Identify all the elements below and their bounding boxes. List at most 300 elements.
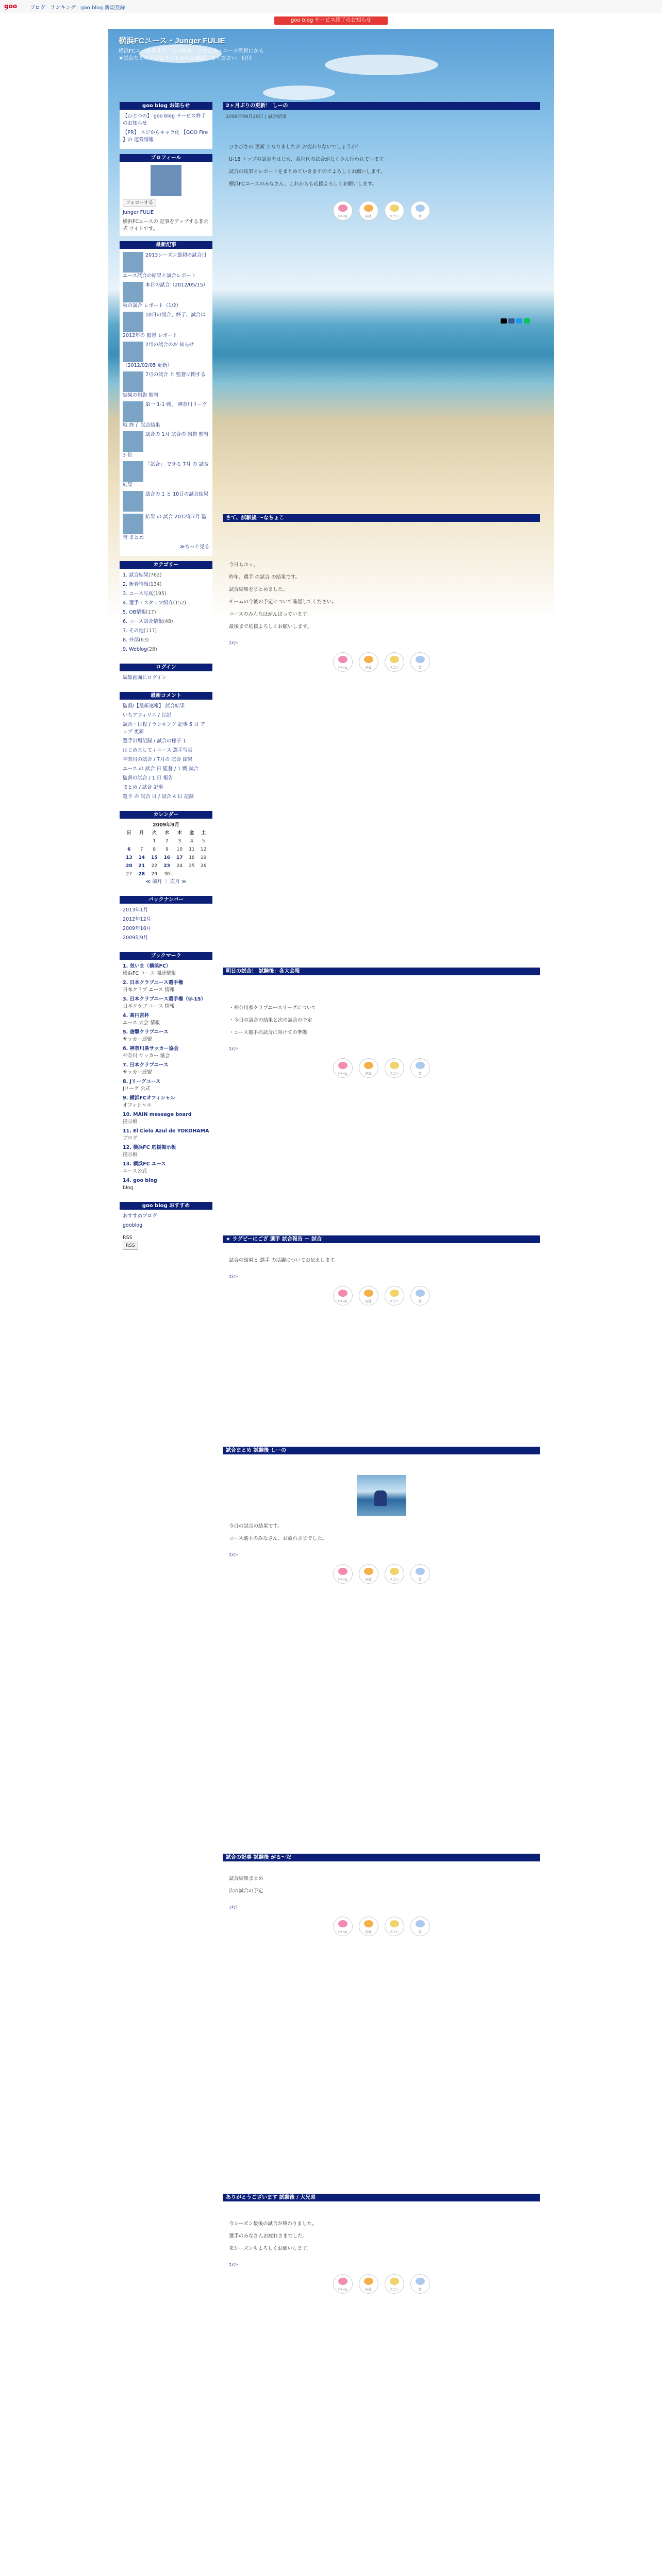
- post-paragraph: ・ユース選手の試合に向けての準備: [229, 1030, 307, 1036]
- recent-post-item[interactable]: [123, 491, 209, 512]
- post-title[interactable]: 明日の試合！ 試験後：各大会報: [223, 968, 540, 975]
- recent-posts-header: 最新記事: [120, 241, 212, 249]
- login-header: ログイン: [120, 664, 212, 671]
- reaction-label: 応援: [365, 1300, 372, 1303]
- calendar-day: 26: [200, 863, 207, 869]
- calendar-day: 10: [176, 847, 183, 852]
- calendar-day[interactable]: 20: [125, 863, 133, 869]
- calendar-day: 22: [151, 863, 158, 869]
- reaction-button[interactable]: [385, 652, 404, 672]
- category-name[interactable]: 7. その他: [123, 628, 144, 634]
- post-body: [223, 558, 540, 638]
- archive-item[interactable]: 2009年9月: [123, 935, 148, 941]
- category-name[interactable]: 4. 選手・スタッフ紹介: [123, 600, 173, 606]
- bookmark-title[interactable]: 2. 日本クラブユース選手権: [123, 980, 184, 986]
- category-item[interactable]: [123, 600, 209, 607]
- calendar-day: 5: [202, 839, 205, 844]
- post-paragraph: 試合の結果と 選手 の活躍についてお伝えします。: [229, 1258, 340, 1263]
- reaction-label: すごい: [389, 666, 399, 670]
- calendar-day[interactable]: 6: [127, 847, 131, 852]
- reaction-button[interactable]: [410, 201, 430, 221]
- category-count: (134): [148, 582, 162, 587]
- recent-post-item[interactable]: [123, 461, 209, 489]
- post-title[interactable]: さて、試験後 ～なちょこ: [223, 514, 540, 522]
- bookmark-desc: オフィシャル: [123, 1103, 152, 1108]
- bookmark-title[interactable]: 13. 横浜FC ユース: [123, 1161, 166, 1167]
- category-name[interactable]: 1. 試合結果: [123, 572, 149, 578]
- calendar-day: 24: [176, 863, 183, 869]
- bookmark-title[interactable]: 12. 横浜FC 応援掲示板: [123, 1145, 176, 1150]
- bookmark-item[interactable]: [123, 1177, 209, 1192]
- calendar-table: [123, 829, 209, 878]
- bookmark-title[interactable]: 7. 日本クラブユース: [123, 1062, 169, 1068]
- rss-button[interactable]: RSS: [123, 1242, 138, 1250]
- reaction-icon: [338, 1290, 347, 1297]
- reaction-button[interactable]: [359, 1058, 378, 1078]
- reaction-button[interactable]: [333, 1058, 353, 1078]
- recent-post-thumbnail: [123, 312, 143, 332]
- reaction-button[interactable]: [410, 1058, 430, 1078]
- recent-post-link[interactable]: 本日の試合（2012/05/15） 秋の試合 レポート（1/2）: [123, 282, 208, 309]
- reaction-button[interactable]: [385, 1058, 404, 1078]
- reaction-icon: [416, 2278, 425, 2285]
- comment-item[interactable]: まとめ / 試合 記事: [123, 785, 163, 790]
- category-name[interactable]: 8. 外部: [123, 637, 139, 643]
- bookmark-item[interactable]: [123, 1128, 209, 1142]
- recent-post-item[interactable]: [123, 371, 209, 399]
- goo-info-list: [120, 110, 212, 149]
- post-paragraph: ユース選手のみなさん、お疲れさまでした。: [229, 1536, 327, 1541]
- reaction-label: すごい: [389, 1930, 399, 1934]
- bookmark-desc: 神奈川 サッカー 協会: [123, 1053, 170, 1059]
- goo-recommend-header: goo blog おすすめ: [120, 1202, 212, 1210]
- recent-post-item[interactable]: [123, 282, 209, 310]
- reaction-button[interactable]: [359, 201, 378, 221]
- bookmark-item[interactable]: [123, 1029, 209, 1043]
- goo-info-header: goo blog お知らせ: [120, 102, 212, 110]
- recent-comments-list: [120, 700, 212, 806]
- reaction-label: 笑: [418, 2288, 422, 2292]
- reaction-buttons: [223, 1058, 540, 1078]
- login-box: [120, 671, 212, 687]
- profile-box: [120, 162, 212, 236]
- comment-item[interactable]: いちアフィリエ / 日記: [123, 713, 171, 718]
- top-link[interactable]: goo blog 新規登録: [80, 5, 125, 11]
- rss-label: RSS: [123, 1235, 133, 1241]
- bookmark-title[interactable]: 6. 神奈川県サッカー協会: [123, 1046, 179, 1052]
- goo-recommend-list: [120, 1210, 212, 1253]
- bookmark-desc: blog: [123, 1185, 134, 1191]
- reaction-button[interactable]: [410, 1917, 430, 1936]
- bookmark-item[interactable]: [123, 979, 209, 994]
- reaction-label: いいね: [338, 1578, 347, 1582]
- reaction-buttons: [223, 201, 540, 221]
- category-name[interactable]: 5. OB情報: [123, 609, 146, 615]
- reaction-label: いいね: [338, 666, 347, 670]
- reaction-button[interactable]: [359, 652, 378, 672]
- recent-post-thumbnail: [123, 431, 143, 452]
- post-body: [223, 2217, 540, 2260]
- recent-post-item[interactable]: [123, 312, 209, 340]
- recent-post-link[interactable]: 第一 1-1 戦、 神奈川リーグ戦 終了 試合結果: [123, 402, 207, 428]
- calendar-day: 19: [200, 855, 207, 860]
- reaction-label: すごい: [389, 2288, 399, 2292]
- reaction-label: いいね: [338, 2288, 347, 2292]
- reaction-buttons: [223, 1564, 540, 1584]
- calendar-day[interactable]: 13: [125, 855, 133, 860]
- recent-post-thumbnail: [123, 342, 143, 362]
- recent-post-thumbnail: [123, 461, 143, 482]
- post-paragraph: 昨年、選手 の試合 の結果です。: [229, 574, 301, 580]
- reaction-button[interactable]: [385, 1286, 404, 1306]
- follow-button[interactable]: フォローする: [123, 199, 156, 207]
- reaction-label: いいね: [338, 215, 347, 218]
- recent-post-item[interactable]: [123, 401, 209, 429]
- category-item[interactable]: [123, 572, 209, 579]
- reaction-button[interactable]: [333, 1564, 353, 1584]
- reaction-label: いいね: [338, 1300, 347, 1303]
- bookmark-title[interactable]: 4. 高円宮杯: [123, 1013, 150, 1019]
- top-links: [30, 3, 128, 11]
- profile-avatar: [151, 165, 181, 196]
- bookmark-title[interactable]: 10. MAIN message board: [123, 1112, 192, 1117]
- reaction-button[interactable]: [385, 1917, 404, 1936]
- bookmark-item[interactable]: [123, 1111, 209, 1126]
- calendar-day: 9: [165, 847, 169, 852]
- category-count: (17): [146, 609, 156, 615]
- reaction-icon: [416, 1920, 425, 1927]
- calendar-nav[interactable]: ≪ 前月 ｜ 次月 ≫: [145, 879, 187, 885]
- bookmark-item[interactable]: [123, 1012, 209, 1027]
- reaction-button[interactable]: [333, 2274, 353, 2294]
- post-title[interactable]: ★ ラグビーにござ 選手 試合報告 ～ 試合: [223, 1235, 540, 1243]
- archive-item[interactable]: 2012年12月: [123, 917, 152, 922]
- comment-item[interactable]: 監督の試合 / 1 日 報告: [123, 775, 173, 781]
- top-link[interactable]: ランキング: [50, 5, 76, 11]
- reaction-label: 応援: [365, 1930, 372, 1934]
- post-paragraph: ・今日の試合の結果と次の試合の予定: [229, 1018, 312, 1023]
- profile-description: 横浜FCユースの 記事をアップする非公式 サイトです。: [123, 219, 208, 232]
- reaction-icon: [364, 1062, 373, 1069]
- post-title[interactable]: 試合の記事 試験後 がる～だ: [223, 1854, 540, 1861]
- reaction-button[interactable]: [410, 1286, 430, 1306]
- reaction-button[interactable]: [333, 201, 353, 221]
- comment-link[interactable]: ｺﾒﾝﾄ: [229, 2263, 239, 2268]
- reaction-button[interactable]: [359, 2274, 378, 2294]
- post-title[interactable]: 2ヶ月ぶりの更新！ しーの: [223, 102, 540, 110]
- calendar-day: 27: [126, 872, 132, 877]
- calendar-day: 8: [153, 847, 156, 852]
- recent-post-thumbnail: [123, 514, 143, 534]
- line-share-icon[interactable]: [524, 318, 530, 324]
- reaction-icon: [390, 1920, 399, 1927]
- archive-header: バックナンバー: [120, 896, 212, 904]
- reaction-button[interactable]: [333, 1917, 353, 1936]
- reaction-icon: [364, 205, 373, 212]
- bookmark-desc: ユース公式: [123, 1168, 147, 1174]
- blog-post: [223, 102, 540, 224]
- service-end-notice[interactable]: goo blog サービス終了のお知らせ: [274, 16, 388, 25]
- reaction-icon: [364, 1568, 373, 1575]
- category-name[interactable]: 9. Weblog: [123, 647, 147, 652]
- bookmark-desc: 日本クラブ ユース 情報: [123, 1004, 175, 1009]
- recent-post-thumbnail: [123, 491, 143, 512]
- reaction-label: 笑: [418, 1300, 422, 1303]
- comment-link[interactable]: ｺﾒﾝﾄ: [229, 1905, 239, 1910]
- bookmark-item[interactable]: [123, 1095, 209, 1109]
- goo-info-item[interactable]: 【PR】 ネジからキャラ化 【GOO Fire 】の 運営情報: [123, 130, 208, 143]
- calendar-day: 3: [178, 839, 181, 844]
- comment-item[interactable]: 監督/【最新速報】 試合結果: [123, 703, 185, 709]
- bookmark-desc: Jリーグ 公式: [123, 1086, 151, 1092]
- post-paragraph: U-18 トップの試合をはじめ、各世代の試合がたくさん行われています。: [229, 157, 389, 162]
- reaction-button[interactable]: [333, 652, 353, 672]
- reaction-icon: [390, 1568, 399, 1575]
- calendar-day[interactable]: 16: [163, 855, 171, 860]
- top-link[interactable]: ブログ: [30, 5, 45, 11]
- calendar-day: 11: [189, 847, 195, 852]
- archive-item[interactable]: 2009年10月: [123, 926, 152, 931]
- recent-post-link[interactable]: 2013シーズン最初の試合日ユース試合の結果と試合レポート: [123, 252, 207, 279]
- comment-link[interactable]: ｺﾒﾝﾄ: [229, 1047, 239, 1052]
- archive-item[interactable]: 2013年1月: [123, 907, 148, 913]
- calendar-box: [120, 819, 212, 891]
- comment-item[interactable]: 試合・日程 / ランキング 記事 5 日 アップ 更新: [123, 722, 206, 735]
- comment-link[interactable]: ｺﾒﾝﾄ: [229, 641, 239, 646]
- weekday: 日: [126, 831, 131, 836]
- bookmark-title[interactable]: 9. 横浜FCオフィシャル: [123, 1095, 175, 1101]
- reaction-icon: [390, 2278, 399, 2285]
- post-title[interactable]: ありがとうございます 試験後 / 大兄弟: [223, 2194, 540, 2201]
- recent-post-link[interactable]: 7月の試合 と 監督に関する 結果の報告 監督: [123, 372, 206, 398]
- bookmark-item[interactable]: [123, 1062, 209, 1076]
- reaction-label: 笑: [418, 1930, 422, 1934]
- post-date: 2009年09月29日 | 試合結果: [226, 114, 287, 120]
- calendar-day: 29: [151, 872, 158, 877]
- category-count: (762): [148, 572, 162, 578]
- reaction-label: 笑: [418, 1578, 422, 1582]
- reaction-label: すごい: [389, 1578, 399, 1582]
- reaction-icon: [390, 1062, 399, 1069]
- bookmark-desc: ユース 大会 情報: [123, 1020, 160, 1026]
- reaction-label: 笑: [418, 666, 422, 670]
- category-item[interactable]: [123, 637, 209, 644]
- reaction-button[interactable]: [359, 1564, 378, 1584]
- recent-post-item[interactable]: [123, 431, 209, 459]
- category-name[interactable]: 2. 新着情報: [123, 582, 149, 587]
- calendar-month: 2009年9月: [152, 822, 180, 828]
- recent-post-link[interactable]: 結果 の 試合 2012年7月 監督 まとめ: [123, 514, 207, 540]
- calendar-day[interactable]: 17: [176, 855, 183, 860]
- admin-login-link[interactable]: 編集画面にログイン: [123, 675, 167, 681]
- reaction-label: 笑: [418, 1072, 422, 1076]
- reaction-button[interactable]: [333, 1286, 353, 1306]
- bookmark-title[interactable]: 3. 日本クラブユース選手権（U-15）: [123, 996, 206, 1002]
- category-item[interactable]: [123, 590, 209, 598]
- reaction-label: いいね: [338, 1072, 347, 1076]
- reaction-icon: [416, 1290, 425, 1297]
- post-paragraph: 試合結果をまとめました。: [229, 587, 288, 592]
- reaction-icon: [338, 1920, 347, 1927]
- goo-logo[interactable]: goo: [4, 3, 18, 10]
- recent-post-thumbnail: [123, 282, 143, 302]
- category-count: (195): [153, 591, 167, 597]
- recent-post-link[interactable]: 試合の 1 と 10日の試合結果: [145, 492, 209, 497]
- archive-list: [120, 904, 212, 947]
- reaction-button[interactable]: [385, 2274, 404, 2294]
- bookmark-item[interactable]: [123, 1078, 209, 1093]
- recent-post-link[interactable]: 「試合」 できる 7月 の 試合結果: [123, 462, 209, 488]
- post-body: [223, 1872, 540, 1903]
- reaction-button[interactable]: [410, 1564, 430, 1584]
- reaction-icon: [416, 656, 425, 663]
- blog-header: [119, 35, 541, 61]
- bookmark-title[interactable]: 8. Jリーグユース: [123, 1079, 161, 1084]
- bookmark-title[interactable]: 1. 気いま（横浜FC）: [123, 963, 171, 969]
- reaction-label: 笑: [418, 215, 422, 218]
- bookmark-title[interactable]: 5. 遊撃クラブユース: [123, 1029, 169, 1035]
- reaction-icon: [338, 656, 347, 663]
- reaction-icon: [338, 2278, 347, 2285]
- calendar-day: 4: [190, 839, 193, 844]
- blog-post: [223, 1447, 540, 1587]
- weekday: 金: [189, 831, 194, 836]
- blog-title[interactable]: 横浜FCユース・Junger FULIE: [119, 37, 225, 45]
- category-item[interactable]: [123, 609, 209, 616]
- reaction-label: 応援: [365, 215, 372, 218]
- recent-post-link[interactable]: 10日の試合、終了、試合は2012年の 監督 レポート: [123, 312, 206, 338]
- bookmark-item[interactable]: [123, 1161, 209, 1175]
- post-body: [223, 1253, 540, 1272]
- calendar-day[interactable]: 28: [138, 872, 145, 877]
- calendar-day: [123, 837, 136, 845]
- category-count: (28): [147, 647, 157, 652]
- bookmark-title[interactable]: 11. El Cielo Azul de YOKOHAMA: [123, 1128, 209, 1134]
- reaction-label: すごい: [389, 215, 399, 218]
- reaction-button[interactable]: [359, 1917, 378, 1936]
- comment-link[interactable]: ｺﾒﾝﾄ: [229, 1553, 239, 1558]
- post-title[interactable]: 試合まとめ 試験後 しーの: [223, 1447, 540, 1454]
- comment-item[interactable]: 選手 の 試合 日 / 試合 4 日 記録: [123, 794, 194, 800]
- bookmark-desc: 掲示板: [123, 1119, 138, 1125]
- blog-post: [223, 2194, 540, 2297]
- calendar-day: 18: [189, 855, 195, 860]
- recent-more-link[interactable]: ≫もっと見る: [179, 544, 209, 550]
- goo-recommend-item[interactable]: おすすめブログ: [123, 1213, 157, 1219]
- recent-posts-list: [120, 249, 212, 556]
- category-count: (117): [143, 628, 157, 634]
- sidebar: [120, 102, 212, 1253]
- post-paragraph: ひさびさの 更新 となりましたが お変わりないでしょうか？: [229, 144, 361, 150]
- calendar-weekdays: [123, 829, 209, 837]
- weekday: 土: [201, 831, 206, 836]
- comment-item[interactable]: はじめまして / ユース 選手写真: [123, 748, 193, 753]
- calendar-day: 12: [200, 847, 207, 852]
- post-body: [223, 1519, 540, 1550]
- reaction-icon: [338, 1568, 347, 1575]
- reaction-label: すごい: [389, 1300, 399, 1303]
- bookmark-item[interactable]: [123, 996, 209, 1010]
- reaction-label: 応援: [365, 1072, 372, 1076]
- weekday: 水: [164, 831, 170, 836]
- recent-comments-header: 最新コメント: [120, 692, 212, 700]
- reaction-button[interactable]: [410, 2274, 430, 2294]
- blog-post: [223, 968, 540, 1081]
- reaction-label: 応援: [365, 666, 372, 670]
- comment-item[interactable]: 選手出場記録 / 試合の様子 1: [123, 738, 186, 744]
- category-header: カテゴリー: [120, 561, 212, 569]
- recent-post-link[interactable]: 2月の試合のお 知らせ（2012/02/05 更新）: [123, 342, 194, 368]
- calendar-day[interactable]: 21: [138, 863, 145, 869]
- bookmark-item[interactable]: [123, 963, 209, 977]
- calendar-day: 30: [164, 872, 170, 877]
- recent-post-item[interactable]: [123, 252, 209, 280]
- recent-post-item[interactable]: [123, 514, 209, 541]
- calendar-day: [186, 870, 198, 878]
- x-share-icon[interactable]: [501, 318, 507, 324]
- reaction-buttons: [223, 652, 540, 672]
- blog-tagline: [119, 48, 541, 62]
- calendar-day[interactable]: 23: [163, 863, 171, 869]
- reaction-button[interactable]: [385, 201, 404, 221]
- recent-post-item[interactable]: [123, 342, 209, 369]
- reaction-icon: [364, 2278, 373, 2285]
- category-item[interactable]: [123, 646, 209, 653]
- calendar-day: [136, 837, 148, 845]
- reaction-label: いいね: [338, 1930, 347, 1934]
- recent-post-thumbnail: [123, 401, 143, 422]
- bookmark-title[interactable]: 14. goo blog: [123, 1178, 157, 1183]
- calendar-day[interactable]: 14: [138, 855, 145, 860]
- comment-link[interactable]: ｺﾒﾝﾄ: [229, 1275, 239, 1280]
- facebook-share-icon[interactable]: [508, 318, 515, 324]
- profile-name[interactable]: Junger FULIE: [123, 210, 154, 215]
- bookmark-item[interactable]: [123, 1144, 209, 1159]
- goo-info-item[interactable]: 【ひとつの】 goo blog サービス終了のお知らせ: [123, 113, 206, 126]
- recent-post-link[interactable]: 試合の 1月 試合の 報告 監督 3 位: [123, 432, 209, 458]
- reaction-button[interactable]: [359, 1286, 378, 1306]
- category-item[interactable]: [123, 618, 209, 625]
- category-item[interactable]: [123, 581, 209, 588]
- post-paragraph: ・神奈川県クラブユースリーグについて: [229, 1005, 317, 1011]
- category-name[interactable]: 3. ユース写真: [123, 591, 154, 597]
- notice-bar: [0, 13, 662, 29]
- comment-item[interactable]: ユース の 試合 日 監督 / 1 戦 試合: [123, 766, 198, 772]
- goo-recommend-item[interactable]: gooblog: [123, 1223, 143, 1228]
- reaction-icon: [416, 205, 425, 212]
- post-paragraph: 今日もホッ、: [229, 562, 259, 568]
- weekday: 木: [177, 831, 182, 836]
- calendar-day[interactable]: 15: [151, 855, 158, 860]
- category-name[interactable]: 6. ユース試合情報: [123, 619, 163, 624]
- bookmark-desc: 掲示板: [123, 1152, 138, 1158]
- comment-item[interactable]: 神奈川の試合 / 7月の 試合 結果: [123, 757, 193, 762]
- post-body: [223, 140, 540, 196]
- calendar-day: [173, 870, 186, 878]
- bookmark-item[interactable]: [123, 1045, 209, 1060]
- post-paragraph: 試合結果まとめ: [229, 1876, 263, 1882]
- bookmark-desc: 日本クラブ ユース 情報: [123, 987, 175, 993]
- reaction-button[interactable]: [410, 652, 430, 672]
- reaction-button[interactable]: [385, 1564, 404, 1584]
- category-count: (48): [163, 619, 173, 624]
- reaction-icon: [390, 656, 399, 663]
- calendar-day: [197, 870, 209, 878]
- bookmark-share-icon[interactable]: [516, 318, 522, 324]
- bookmark-desc: 横浜FC ユース 関連情報: [123, 971, 176, 976]
- blog-post: [223, 1854, 540, 1939]
- category-item[interactable]: [123, 628, 209, 635]
